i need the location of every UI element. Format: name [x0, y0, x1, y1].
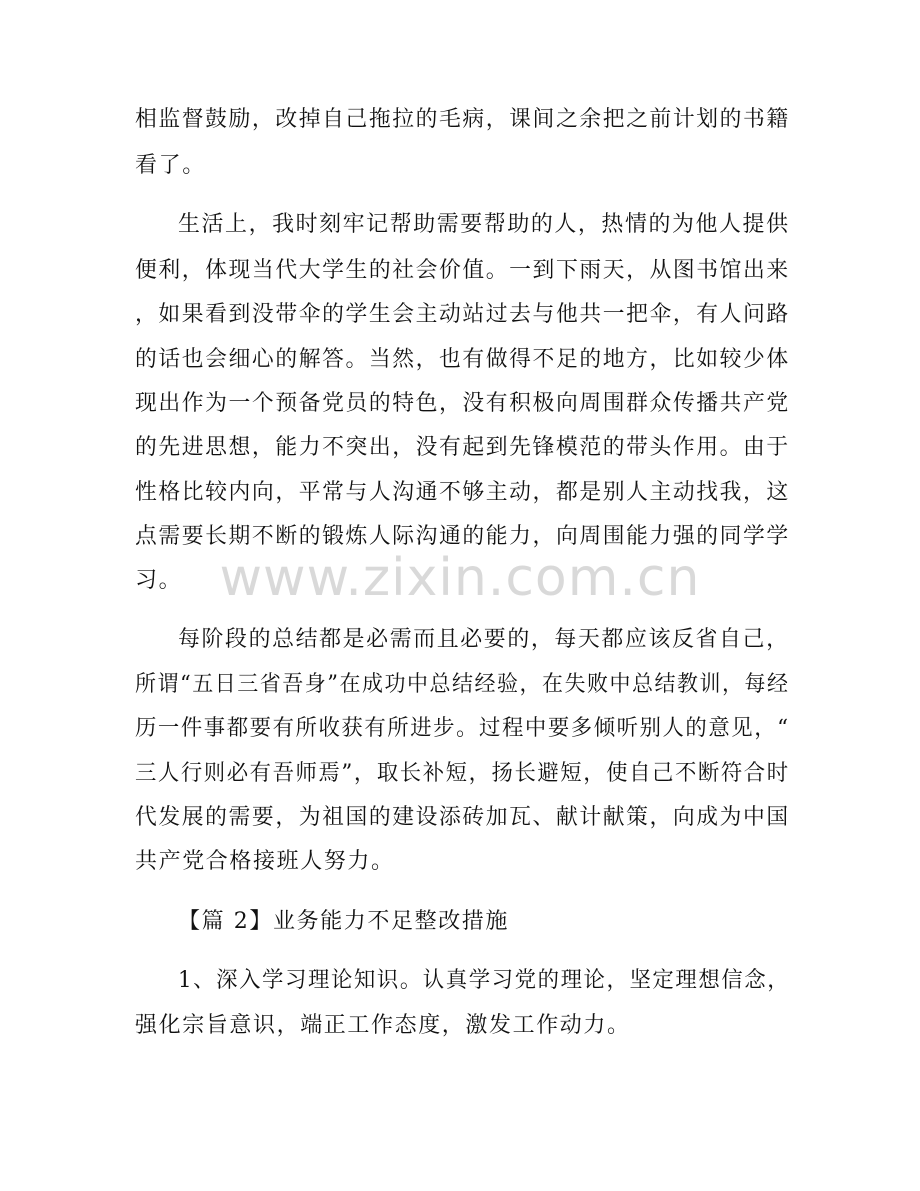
paragraph-line: 现出作为一个预备党员的特色，没有积极向周围群众传播共产党	[135, 391, 790, 416]
paragraph-line: 历一件事都要有所收获有所进步。过程中要多倾听别人的意见，“	[135, 716, 790, 741]
section-heading: 【篇 2】业务能力不足整改措施	[178, 909, 509, 934]
paragraph-line: 相监督鼓励，改掉自己拖拉的毛病，课间之余把之前计划的书籍	[135, 107, 790, 132]
paragraph-line: 看了。	[135, 153, 206, 178]
paragraph-line: 便利，体现当代大学生的社会价值。一到下雨天，从图书馆出来	[135, 258, 790, 283]
paragraph-line: ，如果看到没带伞的学生会主动站过去与他共一把伞，有人问路	[135, 302, 790, 327]
paragraph-line: 点需要长期不断的锻炼人际沟通的能力，向周围能力强的同学学	[135, 524, 790, 549]
paragraph-line: 1、深入学习理论知识。认真学习党的理论，坚定理想信念，	[178, 968, 791, 993]
paragraph-line: 共产党合格接班人努力。	[135, 849, 395, 874]
paragraph-line: 强化宗旨意识，端正工作态度，激发工作动力。	[135, 1013, 631, 1038]
paragraph-line: 性格比较内向，平常与人沟通不够主动，都是别人主动找我，这	[135, 480, 790, 505]
paragraph-line: 生活上，我时刻牢记帮助需要帮助的人，热情的为他人提供	[178, 212, 790, 237]
paragraph-line: 的话也会细心的解答。当然，也有做得不足的地方，比如较少体	[135, 347, 790, 372]
paragraph-line: 的先进思想，能力不突出，没有起到先锋模范的带头作用。由于	[135, 435, 790, 460]
paragraph-line: 三人行则必有吾师焉”，取长补短，扬长避短，使自己不断符合时	[135, 761, 790, 786]
paragraph-line: 所谓“五日三省吾身”在成功中总结经验，在失败中总结教训，每经	[135, 672, 790, 697]
paragraph-line: 习。	[135, 568, 183, 593]
paragraph-line: 代发展的需要，为祖国的建设添砖加瓦、献计献策，向成为中国	[135, 805, 790, 830]
watermark: www.zixin.com.cn	[219, 548, 701, 608]
paragraph-line: 每阶段的总结都是必需而且必要的，每天都应该反省自己，	[178, 627, 790, 652]
